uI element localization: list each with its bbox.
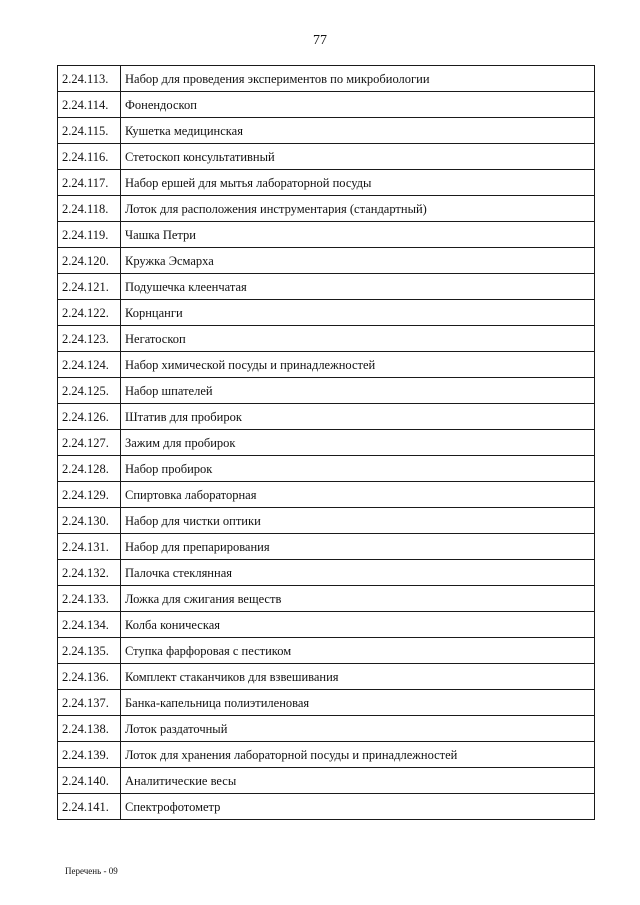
table-row bbox=[58, 508, 595, 534]
item-name-cell: Корнцанги bbox=[121, 300, 595, 326]
table-row bbox=[58, 690, 595, 716]
item-number-cell: 2.24.123. bbox=[58, 326, 121, 352]
item-number-cell: 2.24.132. bbox=[58, 560, 121, 586]
item-number-cell: 2.24.130. bbox=[58, 508, 121, 534]
table-row bbox=[58, 170, 595, 196]
table-row bbox=[58, 144, 595, 170]
item-name-cell: Набор ершей для мытья лабораторной посуды bbox=[121, 170, 595, 196]
item-name-cell: Стетоскоп консультативный bbox=[121, 144, 595, 170]
table-row bbox=[58, 248, 595, 274]
table-row bbox=[58, 534, 595, 560]
item-number-cell: 2.24.120. bbox=[58, 248, 121, 274]
item-number-cell: 2.24.119. bbox=[58, 222, 121, 248]
table-row bbox=[58, 326, 595, 352]
table-row bbox=[58, 456, 595, 482]
item-number-cell: 2.24.138. bbox=[58, 716, 121, 742]
item-name-cell: Набор пробирок bbox=[121, 456, 595, 482]
table-row bbox=[58, 716, 595, 742]
item-name-cell: Зажим для пробирок bbox=[121, 430, 595, 456]
table-row bbox=[58, 768, 595, 794]
item-number-cell: 2.24.115. bbox=[58, 118, 121, 144]
item-name-cell: Набор шпателей bbox=[121, 378, 595, 404]
item-name-cell: Набор для чистки оптики bbox=[121, 508, 595, 534]
item-number-cell: 2.24.121. bbox=[58, 274, 121, 300]
item-number-cell: 2.24.135. bbox=[58, 638, 121, 664]
item-name-cell: Негатоскоп bbox=[121, 326, 595, 352]
item-name-cell: Комплект стаканчиков для взвешивания bbox=[121, 664, 595, 690]
item-name-cell: Фонендоскоп bbox=[121, 92, 595, 118]
item-name-cell: Палочка стеклянная bbox=[121, 560, 595, 586]
table-row bbox=[58, 638, 595, 664]
equipment-table bbox=[57, 65, 595, 820]
item-number-cell: 2.24.117. bbox=[58, 170, 121, 196]
item-number-cell: 2.24.140. bbox=[58, 768, 121, 794]
item-name-cell: Чашка Петри bbox=[121, 222, 595, 248]
table-row bbox=[58, 274, 595, 300]
item-name-cell: Набор для проведения экспериментов по микробиологии bbox=[121, 66, 595, 92]
item-name-cell: Ступка фарфоровая с пестиком bbox=[121, 638, 595, 664]
item-number-cell: 2.24.128. bbox=[58, 456, 121, 482]
item-number-cell: 2.24.118. bbox=[58, 196, 121, 222]
table-row bbox=[58, 430, 595, 456]
item-name-cell: Спектрофотометр bbox=[121, 794, 595, 820]
item-number-cell: 2.24.133. bbox=[58, 586, 121, 612]
item-number-cell: 2.24.122. bbox=[58, 300, 121, 326]
item-number-cell: 2.24.114. bbox=[58, 92, 121, 118]
table-row bbox=[58, 612, 595, 638]
page-footer: Перечень - 09 bbox=[65, 866, 118, 876]
item-name-cell: Набор для препарирования bbox=[121, 534, 595, 560]
item-number-cell: 2.24.136. bbox=[58, 664, 121, 690]
table-row bbox=[58, 586, 595, 612]
item-name-cell: Кушетка медицинская bbox=[121, 118, 595, 144]
table-row bbox=[58, 378, 595, 404]
table-row bbox=[58, 794, 595, 820]
item-name-cell: Банка-капельница полиэтиленовая bbox=[121, 690, 595, 716]
table-row bbox=[58, 560, 595, 586]
item-name-cell: Ложка для сжигания веществ bbox=[121, 586, 595, 612]
item-number-cell: 2.24.131. bbox=[58, 534, 121, 560]
table-row bbox=[58, 664, 595, 690]
item-number-cell: 2.24.116. bbox=[58, 144, 121, 170]
item-name-cell: Лоток раздаточный bbox=[121, 716, 595, 742]
item-name-cell: Штатив для пробирок bbox=[121, 404, 595, 430]
item-name-cell: Лоток для хранения лабораторной посуды и принадлежностей bbox=[121, 742, 595, 768]
table-row bbox=[58, 352, 595, 378]
item-name-cell: Подушечка клеенчатая bbox=[121, 274, 595, 300]
table-row bbox=[58, 118, 595, 144]
item-number-cell: 2.24.141. bbox=[58, 794, 121, 820]
table-row bbox=[58, 92, 595, 118]
table-row bbox=[58, 404, 595, 430]
item-name-cell: Аналитические весы bbox=[121, 768, 595, 794]
item-name-cell: Кружка Эсмарха bbox=[121, 248, 595, 274]
table-row bbox=[58, 300, 595, 326]
table-row bbox=[58, 742, 595, 768]
table-row bbox=[58, 482, 595, 508]
page-number: 77 bbox=[313, 33, 327, 48]
item-name-cell: Лоток для расположения инструментария (стандартный) bbox=[121, 196, 595, 222]
item-name-cell: Колба коническая bbox=[121, 612, 595, 638]
item-number-cell: 2.24.127. bbox=[58, 430, 121, 456]
item-number-cell: 2.24.124. bbox=[58, 352, 121, 378]
item-number-cell: 2.24.125. bbox=[58, 378, 121, 404]
table-row bbox=[58, 196, 595, 222]
table-row bbox=[58, 222, 595, 248]
item-name-cell: Набор химической посуды и принадлежностей bbox=[121, 352, 595, 378]
item-number-cell: 2.24.126. bbox=[58, 404, 121, 430]
item-name-cell: Спиртовка лабораторная bbox=[121, 482, 595, 508]
item-number-cell: 2.24.137. bbox=[58, 690, 121, 716]
item-number-cell: 2.24.129. bbox=[58, 482, 121, 508]
item-number-cell: 2.24.139. bbox=[58, 742, 121, 768]
item-number-cell: 2.24.134. bbox=[58, 612, 121, 638]
item-number-cell: 2.24.113. bbox=[58, 66, 121, 92]
table-row bbox=[58, 66, 595, 92]
equipment-table-body bbox=[58, 66, 595, 820]
